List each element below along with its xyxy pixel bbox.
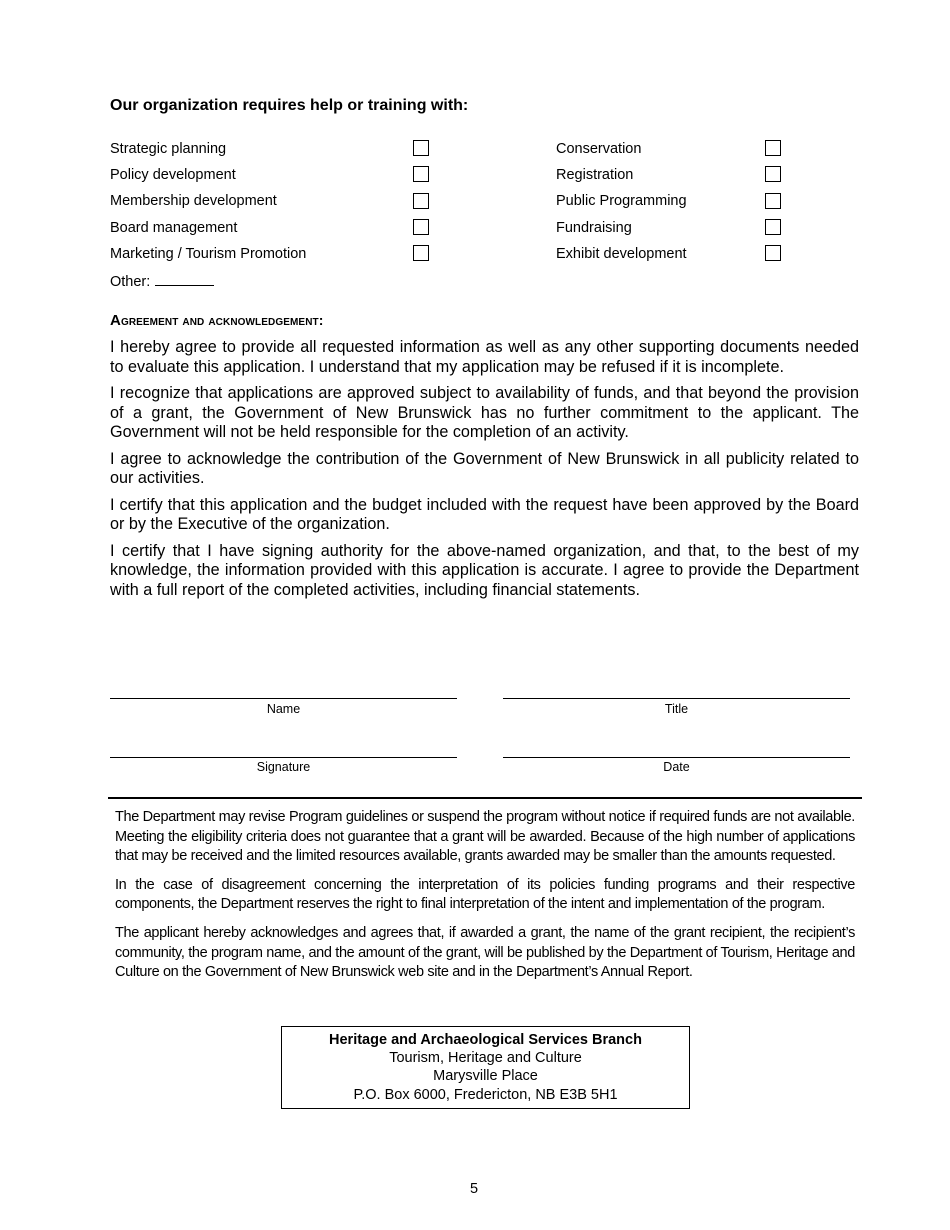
option-label-policy-development: Policy development: [110, 167, 236, 183]
title-field[interactable]: [503, 698, 850, 699]
agreement-heading-rest: greement and acknowledgement:: [120, 312, 324, 328]
checkbox-exhibit-development[interactable]: [765, 245, 781, 261]
other-label: Other:: [110, 274, 151, 290]
name-field[interactable]: [110, 698, 457, 699]
option-label-board-management: Board management: [110, 220, 238, 236]
notice-text: [115, 808, 855, 992]
agreement-paragraph: I recognize that applications are approved subject to availability of funds, and that beyond the provision of a grant, the Government of New Brunswick has no further commitment to the applicant. The Government will not be held responsible for the completion of an activity.: [110, 384, 859, 441]
checkbox-marketing-tourism[interactable]: [413, 245, 429, 261]
option-label-registration: Registration: [556, 167, 634, 183]
help-section-heading: Our organization requires help or training with:: [110, 97, 469, 114]
option-label-strategic-planning: Strategic planning: [110, 141, 227, 157]
section-divider: [108, 797, 862, 799]
agreement-paragraph: I agree to acknowledge the contribution of the Government of New Brunswick in all publicity related to our activities.: [110, 449, 859, 487]
checkbox-public-programming[interactable]: [765, 193, 781, 209]
option-label-public-programming: Public Programming: [556, 193, 687, 209]
date-label: Date: [663, 760, 690, 774]
signature-field[interactable]: [110, 757, 457, 758]
notice-paragraph: In the case of disagreement concerning the interpretation of its policies funding programs and their respective components, the Department reserves the right to final interpretation of the intent and implementation of the program.: [115, 876, 855, 913]
checkbox-strategic-planning[interactable]: [413, 140, 429, 156]
address-building: Marysville Place: [433, 1068, 538, 1085]
option-label-fundraising: Fundraising: [556, 220, 632, 236]
agreement-paragraph: I certify that I have signing authority for the above-named organization, and that, to the best of my knowledge, the information provided with this application is accurate. I agree to provide the Department with a full report of the completed activities, including financial statements.: [110, 541, 859, 599]
address-branch: Heritage and Archaeological Services Branch: [329, 1032, 642, 1048]
checkbox-membership-development[interactable]: [413, 193, 429, 209]
signature-label: Signature: [256, 760, 311, 774]
name-label: Name: [266, 702, 301, 716]
checkbox-board-management[interactable]: [413, 219, 429, 235]
other-row: [110, 272, 214, 291]
title-label: Title: [664, 702, 689, 716]
option-label-marketing-tourism: Marketing / Tourism Promotion: [110, 246, 307, 262]
checkbox-conservation[interactable]: [765, 140, 781, 156]
checkbox-registration[interactable]: [765, 166, 781, 182]
option-label-conservation: Conservation: [556, 141, 642, 157]
checkbox-policy-development[interactable]: [413, 166, 429, 182]
agreement-paragraph: I hereby agree to provide all requested information as well as any other supporting documents needed to evaluate this application. I understand that my application may be refused if it is incomplete.: [110, 338, 859, 376]
address-box: [281, 1026, 690, 1109]
agreement-heading: [110, 312, 324, 329]
checkbox-fundraising[interactable]: [765, 219, 781, 235]
agreement-heading-initial: A: [110, 312, 121, 329]
address-postal: P.O. Box 6000, Fredericton, NB E3B 5H1: [353, 1086, 618, 1103]
date-field[interactable]: [503, 757, 850, 758]
option-label-membership-development: Membership development: [110, 193, 277, 209]
agreement-paragraph: I certify that this application and the budget included with the request have been approved by the Board or by the Executive of the organization.: [110, 495, 859, 533]
other-field[interactable]: [155, 272, 214, 286]
address-department: Tourism, Heritage and Culture: [389, 1050, 582, 1067]
agreement-text: [110, 338, 859, 607]
notice-paragraph: The Department may revise Program guidelines or suspend the program without notice if required funds are not available. Meeting the eligibility criteria does not guarantee that a grant will be awarded. Because of the high number of applications that may be received and the limited resources available, grants awarded may be smaller than the amounts requested.: [115, 809, 855, 865]
option-label-exhibit-development: Exhibit development: [556, 246, 687, 262]
notice-paragraph: The applicant hereby acknowledges and agrees that, if awarded a grant, the name of the grant recipient, the recipient’s community, the program name, and the amount of the grant, will be published by the Department of Tourism, Heritage and Culture on the Government of New Brunswick web site and in the Department’s Annual Report.: [115, 924, 855, 981]
page-number: 5: [469, 1181, 479, 1197]
